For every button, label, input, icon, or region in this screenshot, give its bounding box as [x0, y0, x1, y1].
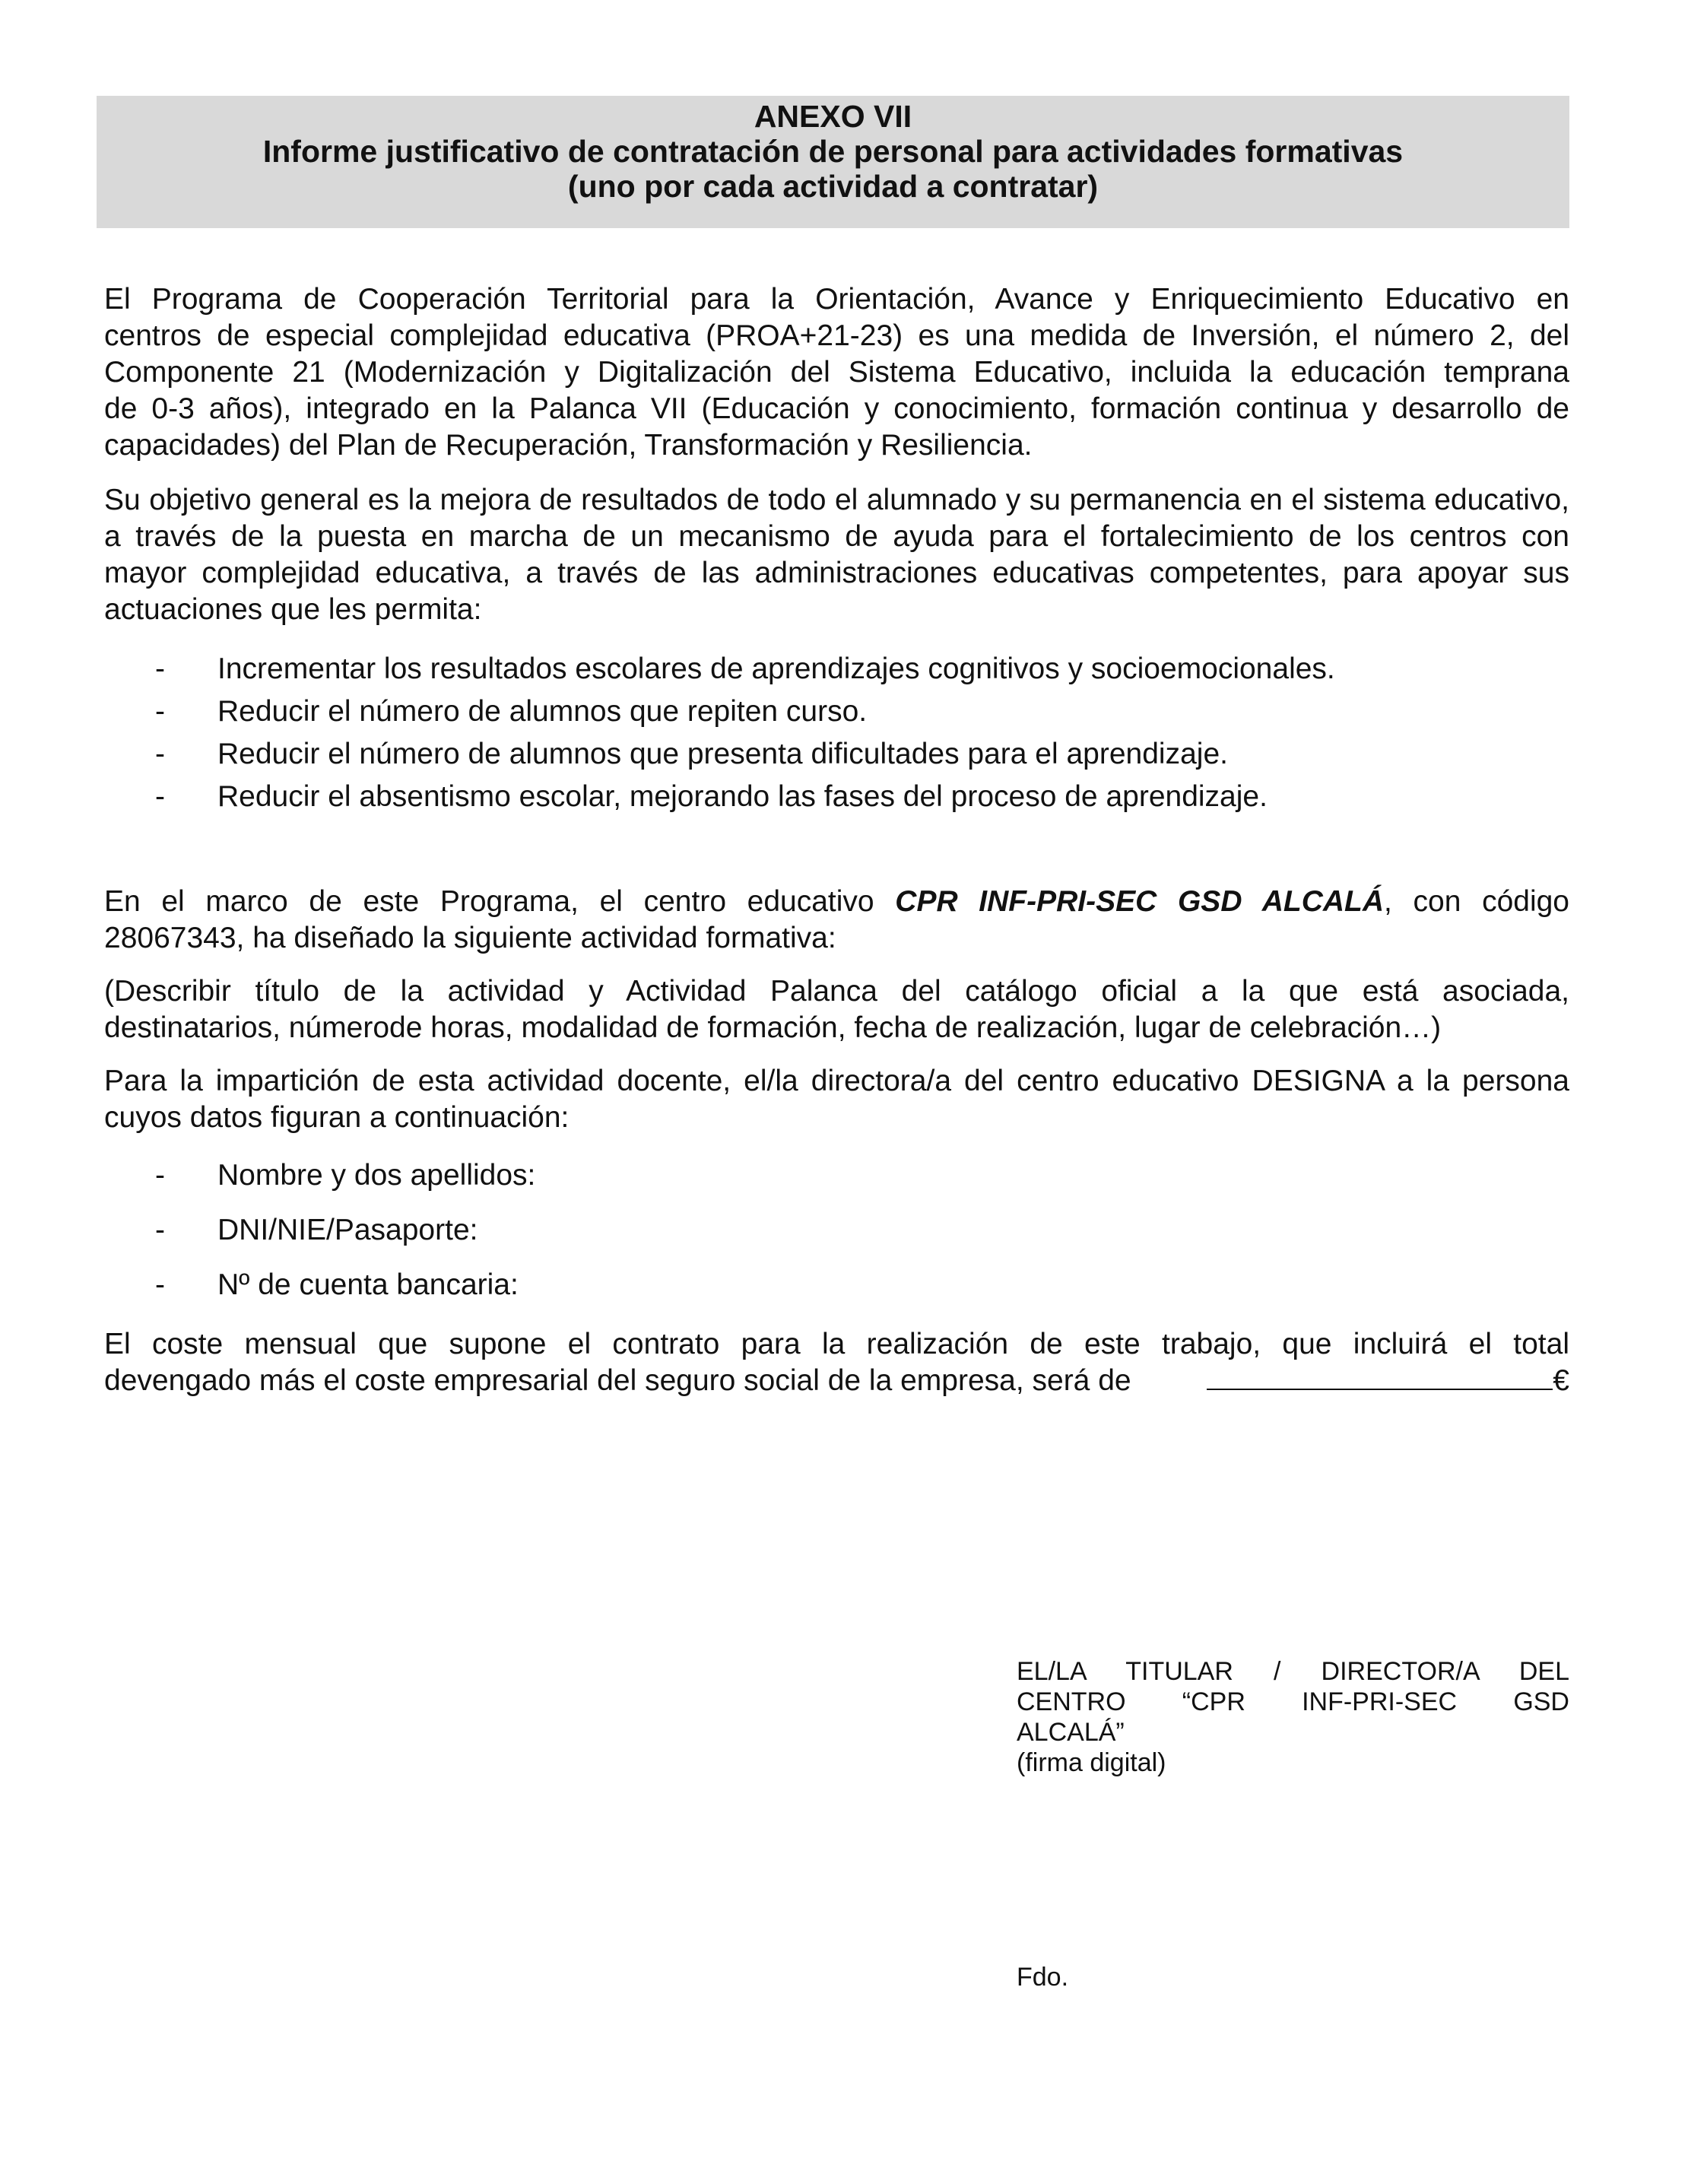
cost-text: devengado más el coste empresarial del seguro social de la empresa, será de	[104, 1364, 1131, 1397]
list-item: Reducir el absentismo escolar, mejorando las fases del proceso de aprendizaje.	[217, 780, 1268, 813]
cost-paragraph	[104, 1326, 1569, 1399]
objective-line: a través de la puesta en marcha de un mecanismo de ayuda para el fortalecimiento de los centros con	[104, 520, 1569, 553]
currency-symbol: €	[1553, 1364, 1569, 1397]
list-item: Reducir el número de alumnos que presenta dificultades para el aprendizaje.	[217, 738, 1228, 770]
designation-line: cuyos datos figuran a continuación:	[104, 1101, 570, 1134]
cost-amount	[1207, 1363, 1569, 1399]
objective-paragraph	[104, 482, 1569, 628]
list-marker: -	[155, 1268, 165, 1301]
list-marker: -	[155, 1214, 165, 1246]
center-name: CPR INF-PRI-SEC GSD ALCALÁ	[895, 885, 1385, 918]
intro-line: Componente 21 (Modernización y Digitalización del Sistema Educativo, incluida la educación temprana	[104, 356, 1569, 389]
designation-line: Para la impartición de esta actividad docente, el/la directora/a del centro educativo DESIGNA a la persona	[104, 1065, 1569, 1097]
list-item: Reducir el número de alumnos que repiten curso.	[217, 695, 868, 728]
intro-line: centros de especial complejidad educativa (PROA+21-23) es una medida de Inversión, el número 2, del	[104, 319, 1569, 352]
bank-account-field-label: Nº de cuenta bancaria:	[217, 1268, 519, 1301]
annex-title: ANEXO VII	[754, 99, 912, 134]
list-marker: -	[155, 1159, 165, 1192]
list-marker: -	[155, 780, 165, 813]
program-text: En el marco de este Programa, el centro educativo	[104, 885, 896, 918]
name-field-label: Nombre y dos apellidos:	[217, 1159, 536, 1192]
describe-line: (Describir título de la actividad y Actividad Palanca del catálogo oficial a la que está asociada,	[104, 975, 1569, 1008]
signature-line: CENTRO “CPR INF-PRI-SEC GSD	[1017, 1687, 1569, 1716]
intro-line: El Programa de Cooperación Territorial para la Orientación, Avance y Enriquecimiento Educativo en	[104, 283, 1569, 316]
signature-line: ALCALÁ”	[1017, 1718, 1125, 1747]
program-line: 28067343, ha diseñado la siguiente actividad formativa:	[104, 922, 836, 954]
objective-line: Su objetivo general es la mejora de resultados de todo el alumnado y su permanencia en el sistema educativo,	[104, 484, 1569, 516]
program-text: , con código	[1384, 885, 1569, 918]
list-marker: -	[155, 652, 165, 685]
cost-blank-line	[1207, 1363, 1553, 1390]
cost-line	[104, 1363, 1569, 1399]
annex-subtitle: Informe justificativo de contratación de personal para actividades formativas	[262, 134, 1404, 169]
intro-paragraph	[104, 281, 1569, 464]
annex-note: (uno por cada actividad a contratar)	[567, 169, 1099, 204]
signature-line: EL/LA TITULAR / DIRECTOR/A DEL	[1017, 1657, 1569, 1686]
describe-paragraph	[104, 973, 1569, 1046]
list-item: Incrementar los resultados escolares de aprendizajes cognitivos y socioemocionales.	[217, 652, 1335, 685]
intro-line: de 0-3 años), integrado en la Palanca VII (Educación y conocimiento, formación continua y desarrollo de	[104, 392, 1569, 425]
program-paragraph	[104, 884, 1569, 957]
id-field-label: DNI/NIE/Pasaporte:	[217, 1214, 478, 1246]
fdo-label: Fdo.	[1017, 1963, 1069, 1992]
signature-note: (firma digital)	[1017, 1748, 1166, 1777]
cost-line: El coste mensual que supone el contrato para la realización de este trabajo, que incluirá el total	[104, 1328, 1569, 1360]
objective-line: actuaciones que les permita:	[104, 593, 482, 626]
intro-line: capacidades) del Plan de Recuperación, Transformación y Resiliencia.	[104, 429, 1033, 462]
list-marker: -	[155, 695, 165, 728]
annex-header	[97, 96, 1569, 228]
objective-line: mayor complejidad educativa, a través de las administraciones educativas competentes, para apoyar sus	[104, 557, 1569, 589]
program-line	[104, 884, 1569, 920]
signature-block	[1017, 1656, 1569, 1778]
signed-by	[1017, 1962, 1569, 1992]
describe-line: destinatarios, númerode horas, modalidad de formación, fecha de realización, lugar de celebración…)	[104, 1011, 1442, 1044]
designation-paragraph	[104, 1063, 1569, 1136]
list-marker: -	[155, 738, 165, 770]
